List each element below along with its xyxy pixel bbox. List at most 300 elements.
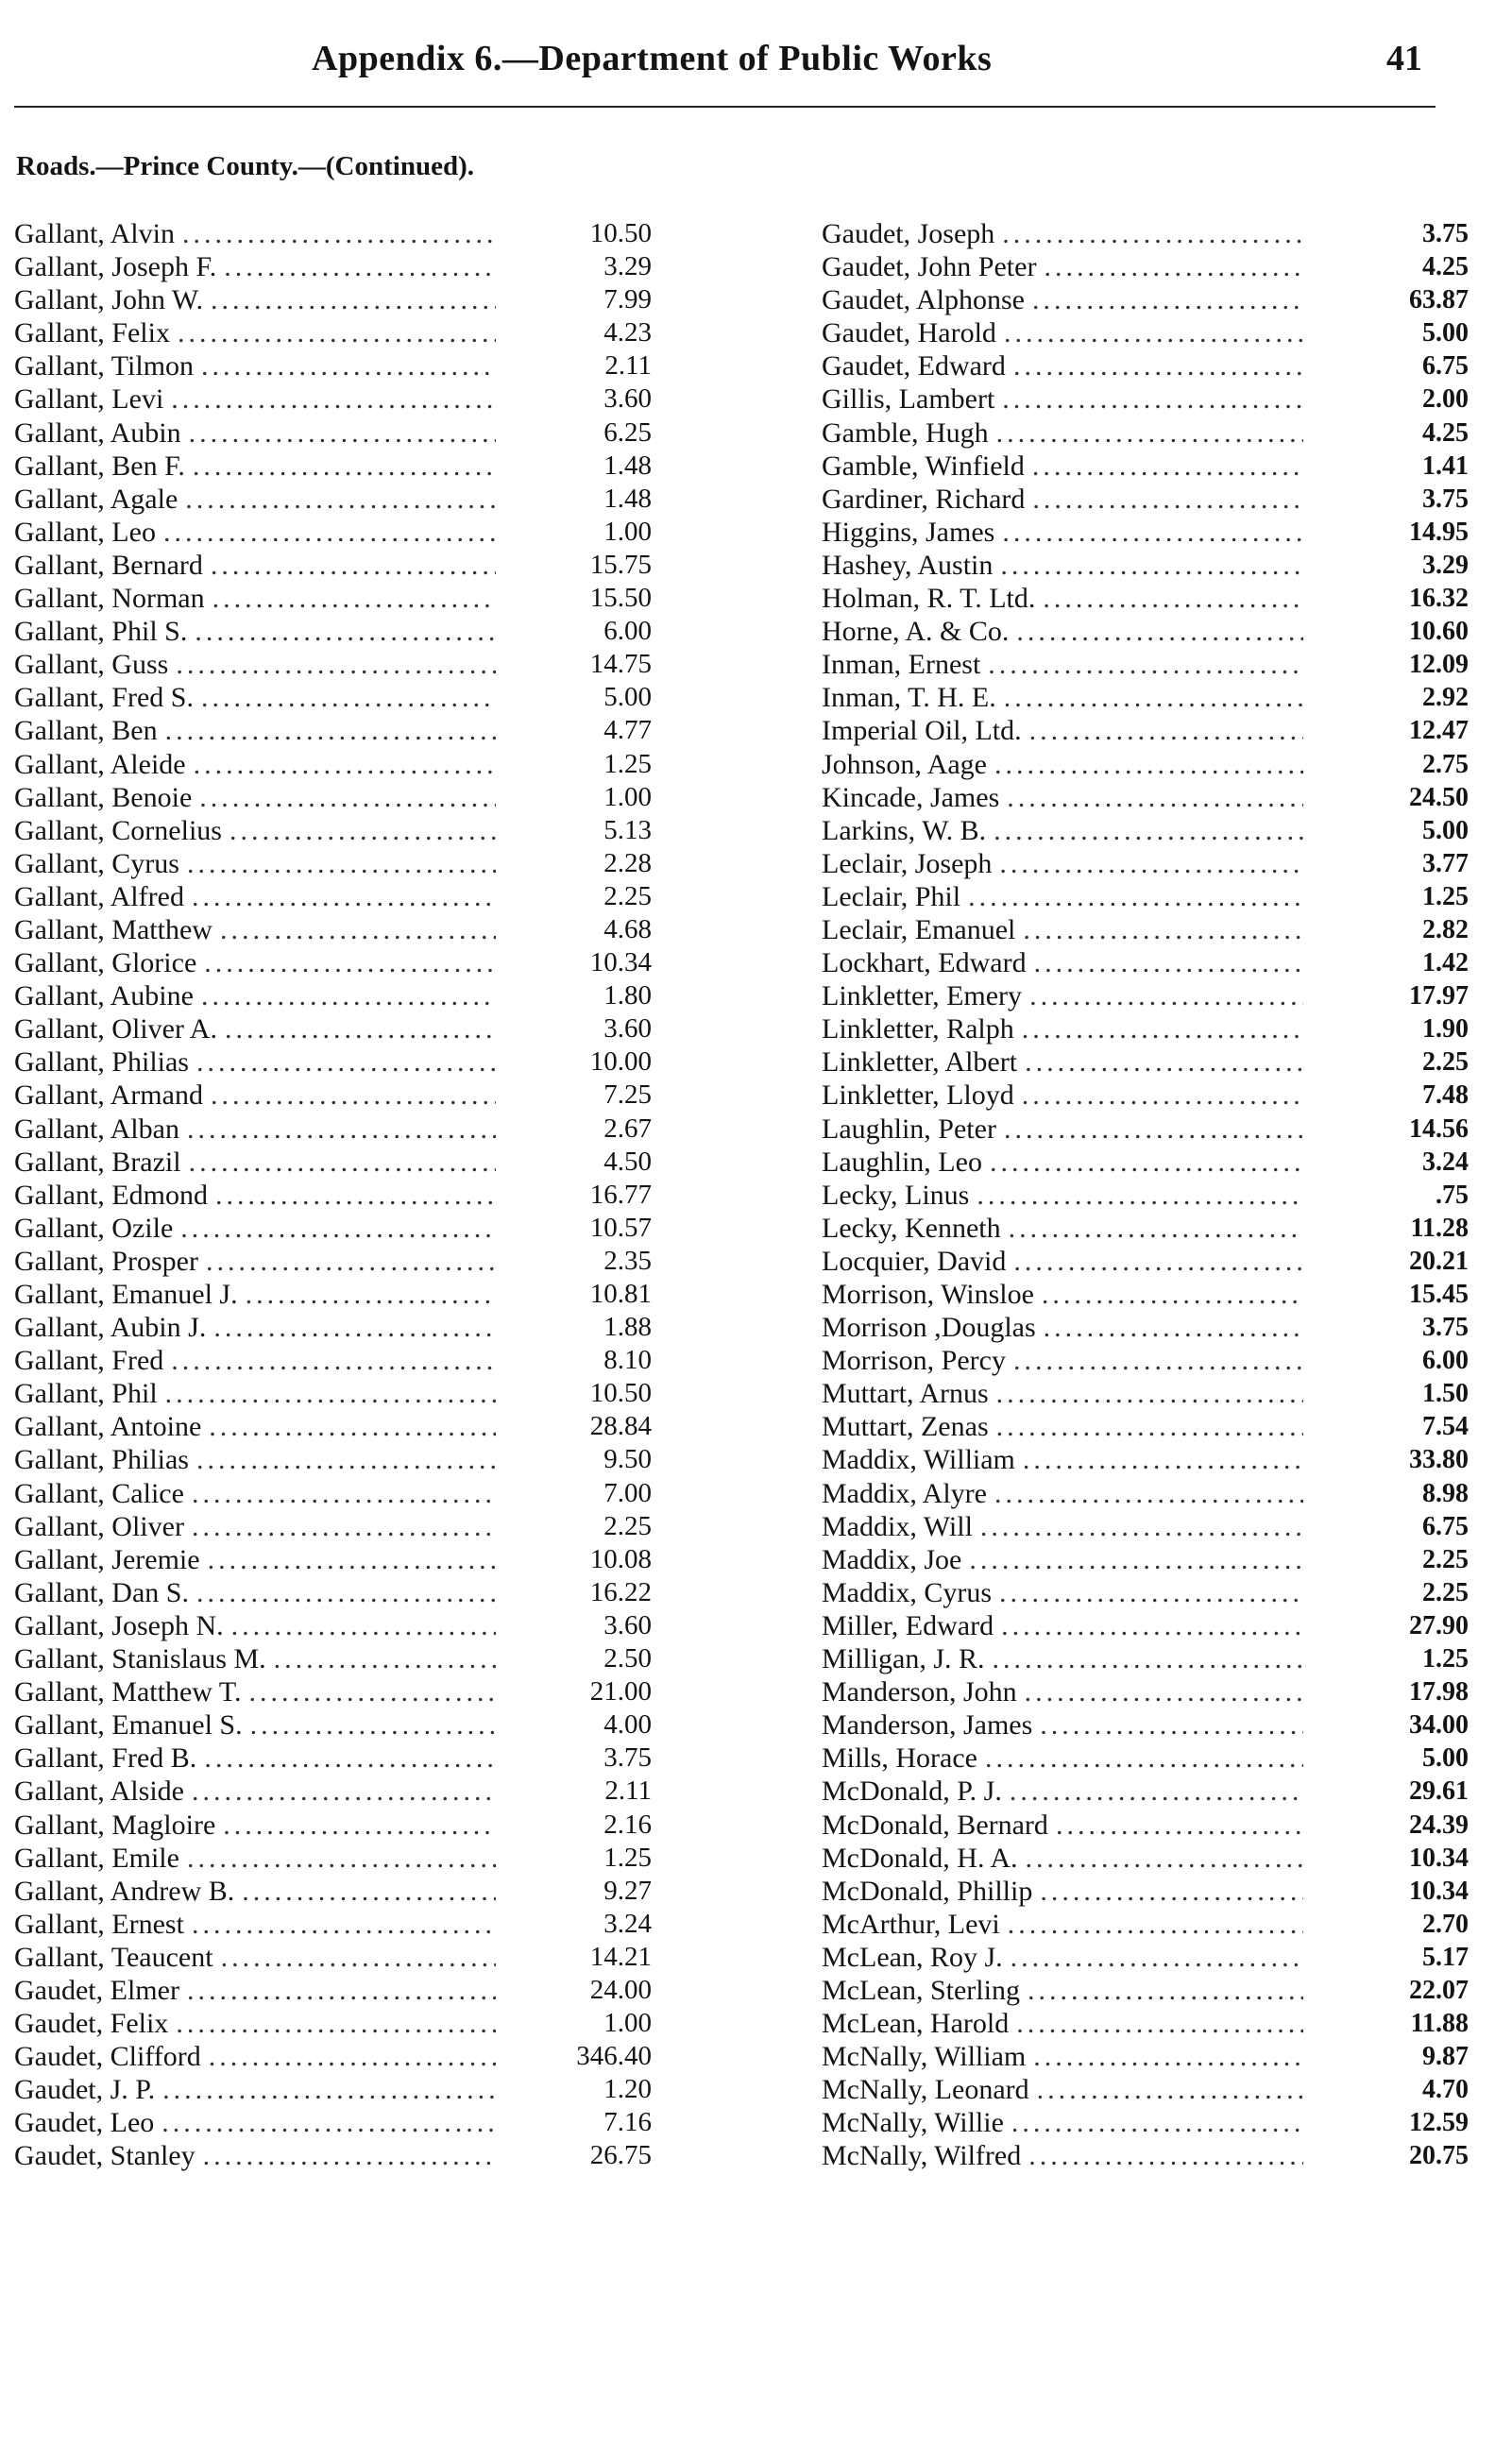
payee-name: Linkletter, Lloyd <box>822 1079 1022 1112</box>
payment-amount: 33.80 <box>1409 1445 1469 1475</box>
payee-name: Lecky, Linus <box>822 1179 977 1212</box>
payee-name: McLean, Sterling <box>822 1974 1028 2007</box>
dot-leader <box>1034 946 1303 979</box>
payment-amount: 3.60 <box>603 1013 652 1045</box>
payee-name: Gaudet, Edward <box>822 349 1013 382</box>
payment-amount: 2.25 <box>1422 1577 1469 1607</box>
payee-name-leader <box>822 2007 1303 2040</box>
list-item <box>822 1974 1473 2007</box>
payee-name: Gardiner, Richard <box>822 483 1032 516</box>
payee-name-leader <box>822 450 1303 483</box>
payee-name: Gillis, Lambert <box>822 382 1002 416</box>
payment-amount: 2.82 <box>1422 914 1469 944</box>
payment-amount: 1.00 <box>603 2008 652 2039</box>
payment-amount: 10.34 <box>1409 1843 1469 1873</box>
payment-amount: 3.24 <box>1422 1147 1469 1177</box>
payee-name: Gaudet, Clifford <box>14 2040 209 2073</box>
payee-name-leader <box>822 549 1303 582</box>
payee-name-leader <box>14 1576 496 1609</box>
payment-amount: 24.50 <box>1409 782 1469 812</box>
payment-amount: 10.81 <box>589 1279 652 1309</box>
payment-amount: 2.16 <box>603 1809 652 1840</box>
list-item <box>14 1344 666 1377</box>
payee-name-leader <box>14 416 496 450</box>
payee-name: Gallant, John W. <box>14 283 211 316</box>
payment-amount: 2.25 <box>1422 1047 1469 1078</box>
payee-name-leader <box>822 847 1303 880</box>
payee-name-leader <box>822 946 1303 979</box>
payee-name: Linkletter, Emery <box>822 979 1029 1012</box>
list-item <box>822 2040 1473 2073</box>
dot-leader <box>199 781 496 814</box>
list-item <box>14 1012 666 1045</box>
payee-name: Gaudet, Felix <box>14 2007 176 2040</box>
list-item <box>822 1245 1473 1278</box>
payee-name: Gallant, Dan S. <box>14 1576 196 1609</box>
payee-name: Gallant, Leo <box>14 516 163 549</box>
payee-name: Gallant, Edmond <box>14 1179 215 1212</box>
payee-name: Gallant, Fred <box>14 1344 171 1377</box>
dot-leader <box>994 814 1303 847</box>
dot-leader <box>1013 1245 1303 1278</box>
list-item <box>14 549 666 582</box>
payment-amount: 17.98 <box>1409 1677 1469 1708</box>
payee-name-leader <box>822 2106 1303 2139</box>
payee-name-leader <box>822 1012 1303 1045</box>
payment-amount: 3.75 <box>603 1742 652 1774</box>
dot-leader <box>165 714 496 747</box>
payee-name: Inman, Ernest <box>822 648 988 681</box>
payment-amount: 7.48 <box>1422 1080 1469 1111</box>
payee-name: Gallant, Phil S. <box>14 615 195 648</box>
list-item <box>14 1908 666 1941</box>
dot-leader <box>969 1543 1303 1576</box>
payee-name-leader <box>14 217 496 250</box>
payment-amount: 1.25 <box>1422 881 1469 911</box>
payee-name-leader <box>14 382 496 416</box>
payment-amount: 3.75 <box>1422 484 1469 514</box>
payee-name: Gallant, Stanislaus M. <box>14 1642 274 1675</box>
payee-name: Gallant, Levi <box>14 382 171 416</box>
payee-name-leader <box>14 1477 496 1510</box>
page-title: Appendix 6.—Department of Public Works <box>312 39 993 78</box>
payee-name: Gallant, Alban <box>14 1113 187 1146</box>
payee-name-leader <box>822 1842 1303 1875</box>
payee-name-leader <box>14 946 496 979</box>
dot-leader <box>988 648 1303 681</box>
list-item <box>822 1775 1473 1808</box>
payee-name-leader <box>14 283 496 316</box>
list-item <box>14 217 666 250</box>
payment-amount: 10.50 <box>589 218 652 248</box>
payee-name: Gallant, Cornelius <box>14 814 229 847</box>
list-item <box>822 1410 1473 1443</box>
payee-name-leader <box>14 250 496 283</box>
list-item <box>822 847 1473 880</box>
payee-name: Gallant, Guss <box>14 648 176 681</box>
dot-leader <box>196 1443 496 1476</box>
dot-leader <box>201 681 496 714</box>
list-item <box>14 1113 666 1146</box>
payment-amount: 24.39 <box>1409 1810 1469 1840</box>
payee-name: Gallant, Tilmon <box>14 349 201 382</box>
dot-leader <box>224 250 496 283</box>
payment-amount: 5.00 <box>1422 318 1469 348</box>
list-item <box>822 1443 1473 1476</box>
dot-leader <box>161 2106 496 2139</box>
payment-amount: 5.13 <box>603 814 652 845</box>
list-item <box>14 748 666 781</box>
left-column <box>14 217 666 2173</box>
payee-name-leader <box>822 781 1303 814</box>
payee-name: Gallant, Brazil <box>14 1146 189 1179</box>
payee-name-leader <box>822 2040 1303 2073</box>
payment-amount: 15.45 <box>1409 1280 1469 1309</box>
payee-name: Inman, T. H. E. <box>822 681 1004 714</box>
dot-leader <box>1043 582 1303 615</box>
payee-name: McDonald, P. J. <box>822 1775 1010 1808</box>
dot-leader <box>204 1742 496 1775</box>
list-item <box>822 316 1473 349</box>
list-item <box>822 483 1473 516</box>
dot-leader <box>1025 1842 1303 1875</box>
payee-name: Johnson, Aage <box>822 748 994 781</box>
list-item <box>14 516 666 549</box>
payee-name-leader <box>822 1179 1303 1212</box>
list-item <box>822 1742 1473 1775</box>
payment-amount: 346.40 <box>576 2041 652 2072</box>
dot-leader <box>1044 1311 1303 1344</box>
payment-amount: 3.60 <box>603 1609 652 1640</box>
payment-amount: 5.00 <box>603 682 652 713</box>
list-item <box>822 2139 1473 2172</box>
payee-name: Gallant, Calice <box>14 1477 192 1510</box>
list-item <box>14 1809 666 1842</box>
payee-name-leader <box>822 1045 1303 1079</box>
dot-leader <box>223 1809 496 1842</box>
payment-amount: 6.00 <box>603 616 652 647</box>
payment-amount: 4.25 <box>1422 417 1469 448</box>
payee-name-leader <box>14 1842 496 1875</box>
list-item <box>822 814 1473 847</box>
dot-leader <box>996 416 1303 450</box>
dot-leader <box>211 1079 496 1112</box>
list-item <box>14 1443 666 1476</box>
dot-leader <box>171 382 496 416</box>
dot-leader <box>1004 681 1303 714</box>
list-item <box>14 648 666 681</box>
payee-name: Larkins, W. B. <box>822 814 994 847</box>
payment-amount: 2.67 <box>603 1113 652 1144</box>
payment-amount: 5.00 <box>1422 815 1469 845</box>
dot-leader <box>1022 1012 1303 1045</box>
list-item <box>822 416 1473 450</box>
dot-leader <box>213 1311 496 1344</box>
list-item <box>14 1311 666 1344</box>
payment-amount: 2.00 <box>1422 384 1469 415</box>
dot-leader <box>208 1543 496 1576</box>
list-item <box>822 1113 1473 1146</box>
list-item <box>14 582 666 615</box>
payment-amount: 4.50 <box>603 1146 652 1177</box>
dot-leader <box>187 1842 496 1875</box>
list-item <box>14 880 666 913</box>
list-item <box>14 283 666 316</box>
payment-amount: 2.35 <box>603 1245 652 1276</box>
payment-amount: 7.99 <box>603 284 652 315</box>
payee-name: Gallant, Ernest <box>14 1908 192 1941</box>
list-item <box>822 283 1473 316</box>
payee-name-leader <box>14 2040 496 2073</box>
dot-leader <box>220 913 496 946</box>
payment-amount: 2.92 <box>1422 683 1469 713</box>
payment-amount: 16.32 <box>1409 584 1469 614</box>
payment-amount: 6.75 <box>1422 351 1469 382</box>
payee-name: Gallant, Jeremie <box>14 1543 208 1576</box>
payment-amount: 1.90 <box>1422 1014 1469 1045</box>
payee-name-leader <box>14 781 496 814</box>
payee-name: Maddix, Cyrus <box>822 1576 999 1609</box>
list-item <box>822 382 1473 416</box>
list-item <box>822 1477 1473 1510</box>
payment-amount: 2.25 <box>603 1510 652 1541</box>
payee-name: Gallant, Emanuel S. <box>14 1708 250 1742</box>
payee-name-leader <box>822 1113 1303 1146</box>
payee-name: Maddix, William <box>822 1443 1023 1476</box>
dot-leader <box>1016 615 1303 648</box>
dot-leader <box>1025 1045 1303 1079</box>
list-item <box>822 1941 1473 1974</box>
dot-leader <box>1025 1675 1303 1708</box>
payee-name-leader <box>822 1974 1303 2007</box>
dot-leader <box>994 748 1303 781</box>
payee-name-leader <box>822 1079 1303 1112</box>
payee-name-leader <box>14 1377 496 1410</box>
payment-amount: 10.00 <box>589 1046 652 1078</box>
list-item <box>822 1708 1473 1742</box>
list-item <box>14 913 666 946</box>
dot-leader <box>1032 450 1303 483</box>
payee-name: McLean, Roy J. <box>822 1941 1011 1974</box>
payee-name: Gallant, Ben <box>14 714 165 747</box>
payee-name: Gallant, Aubine <box>14 979 201 1012</box>
payment-amount: 8.10 <box>603 1345 652 1376</box>
payee-name-leader <box>822 1212 1303 1245</box>
payment-amount: 5.00 <box>1422 1743 1469 1774</box>
payment-amount: 11.88 <box>1410 2009 1469 2039</box>
list-item <box>822 615 1473 648</box>
dot-leader <box>192 1908 496 1941</box>
dot-leader <box>203 2139 496 2172</box>
list-item <box>822 1045 1473 1079</box>
payment-amount: 7.00 <box>603 1477 652 1508</box>
payment-amount: 9.27 <box>603 1875 652 1906</box>
payee-name-leader <box>14 1742 496 1775</box>
payee-name-leader <box>822 1675 1303 1708</box>
dot-leader <box>1028 2139 1303 2172</box>
list-item <box>822 1609 1473 1642</box>
payee-name-leader <box>14 648 496 681</box>
payment-amount: 2.11 <box>604 1776 652 1807</box>
payee-name-leader <box>14 2007 496 2040</box>
dot-leader <box>1009 1212 1303 1245</box>
dot-leader <box>201 979 496 1012</box>
list-item <box>14 781 666 814</box>
payment-amount: 28.84 <box>589 1411 652 1442</box>
list-item <box>14 416 666 450</box>
list-item <box>14 1974 666 2007</box>
payee-name: Gallant, Armand <box>14 1079 211 1112</box>
list-item <box>822 1012 1473 1045</box>
list-item <box>822 582 1473 615</box>
payee-name-leader <box>822 1775 1303 1808</box>
list-item <box>14 2073 666 2106</box>
payee-name: Linkletter, Albert <box>822 1045 1025 1079</box>
payment-amount: 3.29 <box>603 251 652 282</box>
payment-amount: 14.21 <box>589 1941 652 1972</box>
payee-name: Gallant, Alside <box>14 1775 192 1808</box>
payee-name-leader <box>14 1278 496 1311</box>
payment-amount: 1.48 <box>603 450 652 481</box>
list-item <box>822 1809 1473 1842</box>
list-item <box>14 2139 666 2172</box>
payee-name-leader <box>14 1543 496 1576</box>
list-item <box>822 1212 1473 1245</box>
payee-name: Manderson, James <box>822 1708 1040 1742</box>
payment-amount: 21.00 <box>589 1676 652 1708</box>
dot-leader <box>242 1875 496 1908</box>
dot-leader <box>1033 2040 1303 2073</box>
dot-leader <box>211 283 496 316</box>
dot-leader <box>192 1510 496 1543</box>
dot-leader <box>204 946 496 979</box>
payee-name: Morrison, Winsloe <box>822 1278 1042 1311</box>
payment-amount: 6.00 <box>1422 1346 1469 1376</box>
dot-leader <box>1023 1443 1303 1476</box>
list-item <box>14 250 666 283</box>
list-item <box>822 1344 1473 1377</box>
payee-name-leader <box>822 1245 1303 1278</box>
payment-amount: 15.50 <box>589 583 652 614</box>
payee-name: Gallant, Alvin <box>14 217 182 250</box>
payee-name: Lecky, Kenneth <box>822 1212 1009 1245</box>
dot-leader <box>1037 2073 1303 2106</box>
payment-amount: 1.50 <box>1422 1379 1469 1409</box>
payee-name-leader <box>14 1941 496 1974</box>
list-item <box>822 648 1473 681</box>
list-item <box>14 714 666 747</box>
payee-name-leader <box>14 1675 496 1708</box>
list-item <box>822 2106 1473 2139</box>
payee-name: Gallant, Magloire <box>14 1809 223 1842</box>
dot-leader <box>994 1477 1303 1510</box>
payee-name: Higgins, James <box>822 516 1002 549</box>
dot-leader <box>1056 1809 1303 1842</box>
dot-leader <box>194 748 496 781</box>
dot-leader <box>209 2040 496 2073</box>
payee-name-leader <box>14 1974 496 2007</box>
payment-amount: 1.20 <box>603 2074 652 2105</box>
list-item <box>822 2073 1473 2106</box>
list-item <box>822 349 1473 382</box>
payee-name: Gallant, Glorice <box>14 946 204 979</box>
dot-leader <box>201 349 496 382</box>
payment-amount: 10.08 <box>589 1543 652 1574</box>
dot-leader <box>1022 1079 1303 1112</box>
payee-name: Lockhart, Edward <box>822 946 1034 979</box>
payee-name-leader <box>14 582 496 615</box>
dot-leader <box>990 1146 1303 1179</box>
payee-name-leader <box>14 2139 496 2172</box>
payee-name-leader <box>14 880 496 913</box>
payee-name: Gaudet, Harold <box>822 316 1004 349</box>
list-item <box>822 1543 1473 1576</box>
list-item <box>822 1908 1473 1941</box>
list-item <box>14 1045 666 1079</box>
dot-leader <box>196 1576 496 1609</box>
list-item <box>14 1079 666 1112</box>
payee-name-leader <box>14 349 496 382</box>
payment-amount: 4.70 <box>1422 2075 1469 2105</box>
payee-name-leader <box>822 1609 1303 1642</box>
payee-name-leader <box>822 1510 1303 1543</box>
payee-name-leader <box>822 615 1303 648</box>
payee-name-leader <box>14 814 496 847</box>
list-item <box>14 1609 666 1642</box>
list-item <box>14 1642 666 1675</box>
dot-leader <box>180 1212 496 1245</box>
dot-leader <box>977 1179 1303 1212</box>
payee-name: Gallant, Andrew B. <box>14 1875 242 1908</box>
list-item <box>14 1477 666 1510</box>
payment-amount: 1.42 <box>1422 948 1469 978</box>
payee-name: McNally, Wilfred <box>822 2139 1028 2172</box>
dot-leader <box>171 1344 496 1377</box>
dot-leader <box>980 1510 1303 1543</box>
list-item <box>822 1278 1473 1311</box>
payee-name-leader <box>14 1179 496 1212</box>
list-item <box>14 1278 666 1311</box>
payee-name-leader <box>14 2073 496 2106</box>
payee-name: Gaudet, Elmer <box>14 1974 187 2007</box>
list-item <box>822 1510 1473 1543</box>
payment-amount: 9.50 <box>603 1444 652 1475</box>
payee-name-leader <box>822 316 1303 349</box>
payee-name: Muttart, Zenas <box>822 1410 996 1443</box>
list-item <box>822 748 1473 781</box>
payment-amount: 2.11 <box>604 350 652 382</box>
payee-name-leader <box>822 1477 1303 1510</box>
payee-name-leader <box>14 1642 496 1675</box>
payee-name: Gamble, Hugh <box>822 416 996 450</box>
list-item <box>14 814 666 847</box>
list-item <box>822 979 1473 1012</box>
dot-leader <box>1011 1941 1303 1974</box>
payee-name-leader <box>14 1113 496 1146</box>
payment-amount: 17.97 <box>1409 981 1469 1011</box>
payment-amount: 3.75 <box>1422 219 1469 248</box>
payee-name: McArthur, Levi <box>822 1908 1008 1941</box>
list-item <box>14 1775 666 1808</box>
dot-leader <box>1000 549 1303 582</box>
payee-name: Gallant, Emile <box>14 1842 187 1875</box>
payment-amount: 6.25 <box>603 416 652 448</box>
list-item <box>822 1377 1473 1410</box>
payee-name-leader <box>14 1775 496 1808</box>
payee-name: Leclair, Joseph <box>822 847 999 880</box>
payee-name: Gaudet, Joseph <box>822 217 1002 250</box>
payee-name-leader <box>822 1809 1303 1842</box>
